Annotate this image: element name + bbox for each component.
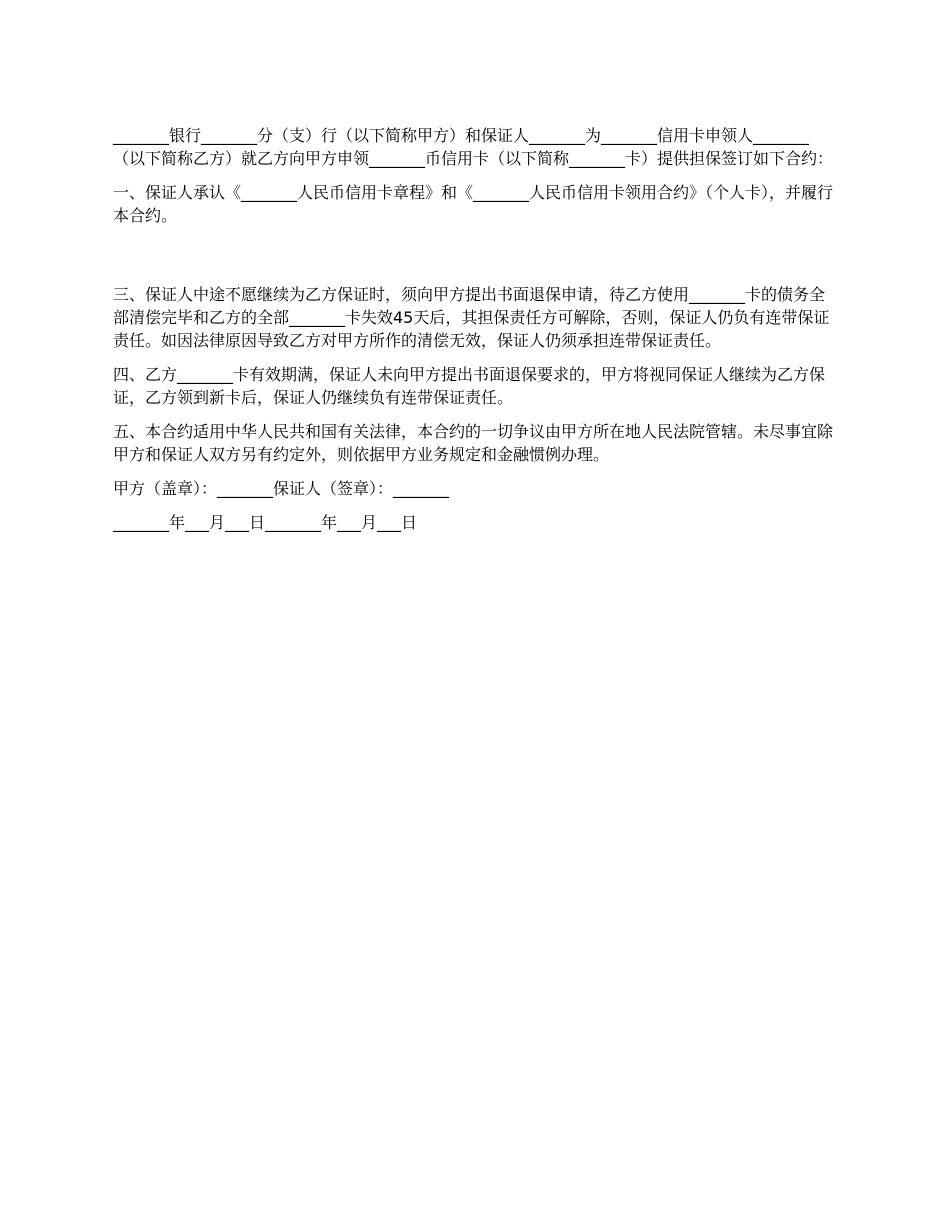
clause-3: 三、保证人中途不愿继续为乙方保证时，须向甲方提出书面退保申请，待乙方使用_______卡的债务全部清偿完毕和乙方的全部_______卡失效45天后，其担保责任方可解除，否则，保证人仍负有连带保证责任。如因法律原因导致乙方对甲方所作的清偿无效，保证人仍须承担连带保证责任。 xyxy=(113,285,830,350)
signature-line: 甲方（盖章）：_______保证人（签章）：_______ xyxy=(113,479,450,498)
intro-paragraph: _______银行_______分（支）行（以下简称甲方）和保证人_______为_______信用卡申领人_______（以下简称乙方）就乙方向甲方申领_______币信用卡（以下简称_______卡）提供担保签订如下合约： xyxy=(113,126,834,168)
date-line: _______年___月___日_______年___月___日 xyxy=(113,513,418,532)
clause-1: 一、保证人承认《_______人民币信用卡章程》和《_______人民币信用卡领用合约》（个人卡），并履行本合约。 xyxy=(113,183,834,225)
blank-space xyxy=(113,238,838,283)
clause-5: 五、本合约适用中华人民共和国有关法律，本合约的一切争议由甲方所在地人民法院管辖。未尽事宜除甲方和保证人双方另有约定外，则依据甲方业务规定和金融惯例办理。 xyxy=(113,422,834,464)
clause-4: 四、乙方_______卡有效期满，保证人未向甲方提出书面退保要求的，甲方将视同保证人继续为乙方保证，乙方领到新卡后，保证人仍继续负有连带保证责任。 xyxy=(113,365,826,407)
document-body xyxy=(113,124,838,545)
